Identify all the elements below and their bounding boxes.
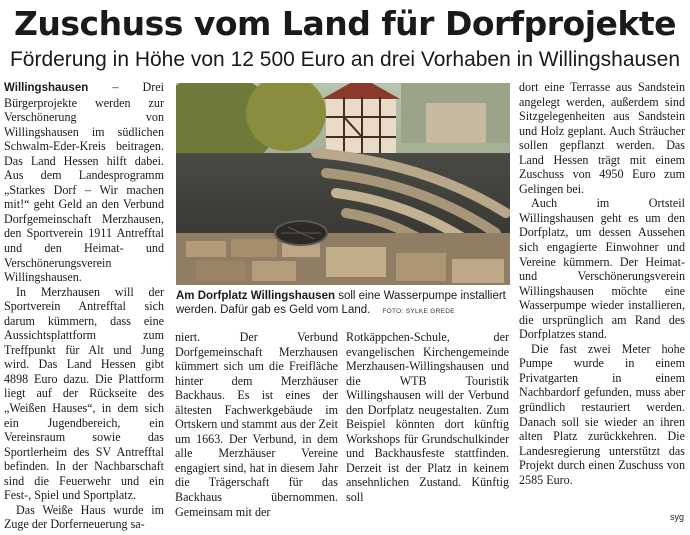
subheadline: Förderung in Höhe von 12 500 Euro an drei Vorhaben in Willingshausen xyxy=(9,48,681,71)
photo-caption xyxy=(176,289,510,319)
column-3 xyxy=(346,330,509,505)
manhole-cover-icon xyxy=(275,221,327,245)
column-2 xyxy=(175,330,338,519)
caption-text: soll eine Wasserpumpe installiert werden. Dafür gab es Geld vom Land. xyxy=(176,290,506,316)
paragraph xyxy=(4,80,164,285)
dateline: Willingshausen xyxy=(4,82,89,94)
paragraph: Das Weiße Haus wurde im Zuge der Dorferneuerung sa- xyxy=(4,502,164,532)
author-signature: syg xyxy=(669,512,684,522)
paragraph: In Merzhausen will der Sportverein Antrefftal sich darum kümmern, dass eine Aussichtsplattform zum Treffpunkt für Alt und Jung wird. Das Land Hessen gibt 4898 Euro dazu. Die Plattform liegt auf der Rückseite des „Weißen Hauses“, in dem sich ein Jugendbereich, ein Vereinsraum sowie das Sportlerheim des SV Antrefftal befinden. In der Nachbarschaft sind die Feuerwehr und ein Fest-, Spiel und Sportplatz. xyxy=(4,284,164,503)
paragraph: Auch im Ortsteil Willingshausen geht es um den Dorfplatz, um dessen Aussehen sich engagierte Einwohner und Vereine kümmern. Der Heimat- und Verschönerungsverein Willingshausen möchte eine Wasserpumpe wieder installieren, die ursprünglich am Rand des Dorfplatzes stand. xyxy=(519,196,685,342)
half-timbered-house-icon xyxy=(322,83,400,159)
paragraph-text: – Drei Bürgerprojekte werden zur Verschönerung von Willingshausen im südlichen Schwalm-Eder-Kreis beitragen. Das Land Hessen hilft dabei. Aus dem Landesprogramm „Starkes Dorf – Wir machen mit!“ geht Geld an den Verbund Dorfgemeinschaft Merzhausen, den Sportverein 1911 Antrefftal und den Heimat- und Verschönerungsverein Willingshausen. xyxy=(4,80,164,285)
paragraph: dort eine Terrasse aus Sandstein angelegt werden, außerdem sind Sitzgelegenheiten aus Sandstein und Holz geplant. Auch Sträucher sollen gepflanzt werden. Das Land Hessen trägt mit einem Zuschuss von 4950 Euro zum Gelingen bei. xyxy=(519,80,685,196)
dorfplatz-photo xyxy=(176,83,510,285)
sandstone-wall-icon xyxy=(176,233,510,285)
caption-bold: Am Dorfplatz Willingshausen xyxy=(176,290,335,302)
paragraph: Die fast zwei Meter hohe Pumpe wurde in einem Privatgarten in einem Nachbardorf gefunden, muss aber gründlich restauriert werden. Danach soll sie wieder an ihren alten Platz zurückkehren. Die Landesregierung unterstützt das Projekt durch einen Zuschuss von 2585 Euro. xyxy=(519,341,685,487)
headline: Zuschuss vom Land für Dorfprojekte xyxy=(13,4,676,43)
paragraph: niert. Der Verbund Dorfgemeinschaft Merzhausen kümmert sich um die Freifläche hinter dem Merzhäuser Backhaus. Es ist eines der ältesten Fachwerkgebäude im Ortskern und stammt aus der Zeit um 1663. Der Verbund, in dem alle Merzhäuser Vereine engagiert sind, hat in diesem Jahr die Trägerschaft für das Backhaus übernommen. Gemeinsam mit der xyxy=(175,330,338,519)
column-1 xyxy=(4,80,164,532)
photo-credit: FOTO: SYLKE GREDE xyxy=(382,308,455,315)
column-4 xyxy=(519,80,685,487)
article-photo xyxy=(176,83,510,285)
paragraph: Rotkäppchen-Schule, der evangelischen Kirchengemeinde Merzhausen-Willingshausen und die WTB Touristik Willingshausen will der Verbund den Dorfplatz neugestalten. Zum Beispiel könnten dort künftig Workshops für Grundschulkinder und Backhausfeste stattfinden. Derzeit ist der Platz in keinem ansehnlichen Zustand. Künftig soll xyxy=(346,330,509,505)
